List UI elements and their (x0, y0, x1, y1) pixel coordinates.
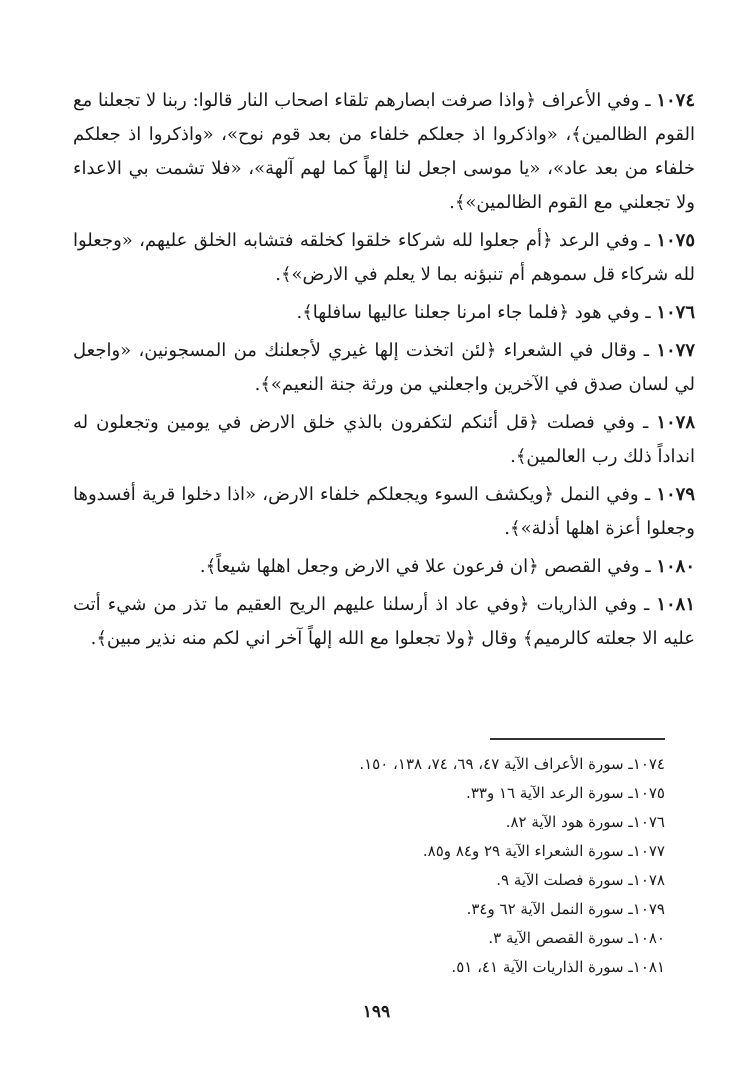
entry-number: ١٠٧٩ (656, 484, 695, 505)
entry-1079 (73, 478, 695, 546)
entry-number: ١٠٧٤ (656, 90, 695, 111)
main-text (73, 84, 695, 656)
footnote: ١٠٧٤ـ سورة الأعراف الآية ٤٧، ٦٩، ٧٤، ١٣٨، ١٥٠. (359, 755, 665, 773)
entry-text: ـ وفي فصلت ﴿قل أئنكم لتكفرون بالذي خلق الارض في يومين وتجعلون له انداداً ذلك رب العالمين﴾. (73, 412, 695, 467)
footnote: ١٠٧٧ـ سورة الشعراء الآية ٢٩ و٨٤ و٨٥. (422, 842, 665, 860)
entry-text: ـ وفي النمل ﴿ويكشف السوء ويجعلكم خلفاء الارض، «اذا دخلوا قرية أفسدوها وجعلوا أعزة اهلها أذلة»﴾. (73, 484, 695, 539)
entry-number: ١٠٧٦ (656, 302, 695, 323)
entry-1075 (73, 224, 695, 292)
entry-number: ١٠٧٥ (656, 230, 695, 251)
entry-text: ـ وفي الذاريات ﴿وفي عاد اذ أرسلنا عليهم الريح العقيم ما تذر من شيء أتت عليه الا جعلته كالرميم﴾ وقال ﴿ولا تجعلوا مع الله إلهاً آخر اني لكم منه نذير مبين﴾. (73, 594, 695, 649)
entry-text: ـ وقال في الشعراء ﴿لئن اتخذت إلها غيري لأجعلنك من المسجونين، «واجعل لي لسان صدق في الآخرين واجعلني من ورثة جنة النعيم»﴾. (73, 340, 695, 395)
entry-number: ١٠٧٧ (656, 340, 695, 361)
footnote: ١٠٧٦ـ سورة هود الآية ٨٢. (505, 813, 665, 831)
entry-number: ١٠٧٨ (656, 412, 695, 433)
footnote: ١٠٨١ـ سورة الذاريات الآية ٤١، ٥١. (451, 958, 665, 976)
entry-1080 (73, 550, 695, 584)
footnote-divider (490, 738, 665, 740)
footnote: ١٠٧٥ـ سورة الرعد الآية ١٦ و٣٣. (466, 784, 665, 802)
entry-number: ١٠٨٠ (656, 556, 695, 577)
entry-text: ـ وفي القصص ﴿ان فرعون علا في الارض وجعل اهلها شيعاً﴾. (199, 556, 657, 577)
entry-1077 (73, 334, 695, 402)
footnote: ١٠٧٩ـ سورة النمل الآية ٦٢ و٣٤. (466, 900, 665, 918)
entry-1074 (73, 84, 695, 220)
footnote: ١٠٨٠ـ سورة القصص الآية ٣. (488, 929, 665, 947)
entry-1076 (73, 296, 695, 330)
entry-text: ـ وفي الرعد ﴿أم جعلوا لله شركاء خلقوا كخلقه فتشابه الخلق عليهم، «وجعلوا لله شركاء قل سموهم أم تنبؤنه بما لا يعلم في الارض»﴾. (73, 230, 695, 285)
entry-text: ـ وفي الأعراف ﴿واذا صرفت ابصارهم تلقاء اصحاب النار قالوا: ربنا لا تجعلنا مع القوم الظالمين﴾، «واذكروا اذ جعلكم خلفاء من بعد قوم نوح»، «واذكروا اذ جعلكم خلفاء من بعد عاد»، «يا موسى اجعل لنا إلهاً كما لهم آلهة»، «فلا تشمت بي الاعداء ولا تجعلني مع القوم الظالمين»﴾. (73, 90, 695, 213)
entry-1078 (73, 406, 695, 474)
footnotes (185, 750, 665, 982)
page-number: ١٩٩ (362, 1002, 391, 1022)
entry-text: ـ وفي هود ﴿فلما جاء امرنا جعلنا عاليها سافلها﴾. (296, 302, 657, 323)
footnote: ١٠٧٨ـ سورة فصلت الآية ٩. (496, 871, 665, 889)
entry-1081 (73, 588, 695, 656)
entry-number: ١٠٨١ (656, 594, 695, 615)
